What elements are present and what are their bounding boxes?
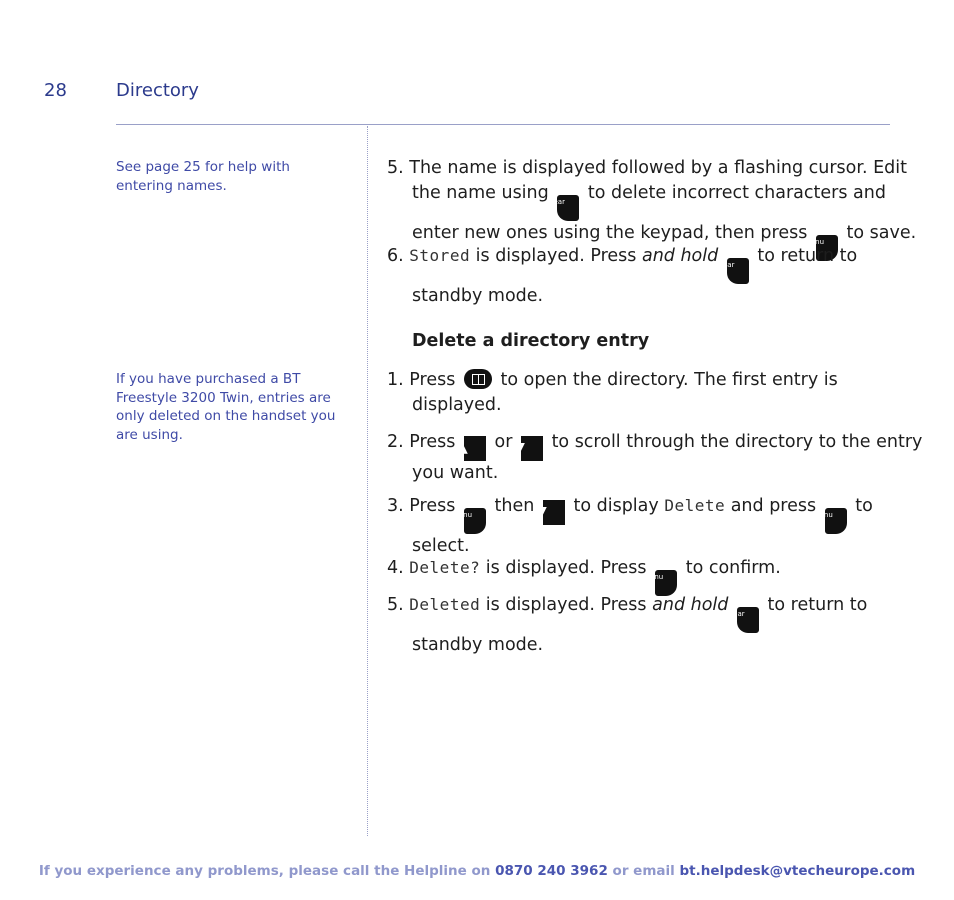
helpline-phone: 0870 240 3962 bbox=[495, 863, 608, 879]
menu-key-icon: Menu bbox=[655, 570, 677, 596]
section-title: Directory bbox=[116, 80, 199, 101]
edit-step-6: 6. Stored is displayed. Press and hold Clear to return to standby mode. bbox=[387, 246, 858, 306]
column-divider bbox=[367, 126, 368, 836]
delete-step-3: 3. Press Menu then ▼ to display Delete and press Menu to select. bbox=[387, 496, 873, 556]
menu-key-icon: Menu bbox=[825, 508, 847, 534]
menu-key-icon: Menu bbox=[464, 508, 486, 534]
delete-step-4: 4. Delete? is displayed. Press Menu to confirm. bbox=[387, 555, 892, 596]
header-rule bbox=[116, 124, 890, 125]
edit-step-5: 5. The name is displayed followed by a flashing cursor. Edit the name using Clear to delete incorrect characters and enter new ones using the keypad, then press Menu to save. bbox=[387, 156, 892, 261]
down-arrow-key-icon: ▼ bbox=[543, 500, 565, 525]
lcd-text-delete: Delete bbox=[664, 496, 726, 515]
subheading-delete-entry: Delete a directory entry bbox=[412, 331, 650, 351]
lcd-text-delete-question: Delete? bbox=[409, 558, 481, 577]
page-number: 28 bbox=[44, 80, 67, 101]
directory-book-icon bbox=[464, 369, 492, 389]
side-note-twin: If you have purchased a BT Freestyle 3200 Twin, entries are only deleted on the handset you are using. bbox=[116, 371, 336, 443]
down-arrow-key-icon: ▼ bbox=[521, 436, 543, 461]
footer-helpline: If you experience any problems, please call the Helpline on 0870 240 3962 or email bt.helpdesk@vtecheurope.com bbox=[38, 863, 916, 879]
delete-step-2: 2. Press ▲ or ▼ to scroll through the directory to the entry you want. bbox=[387, 432, 923, 483]
up-arrow-key-icon: ▲ bbox=[464, 436, 486, 461]
clear-key-icon: Clear bbox=[727, 258, 749, 284]
clear-key-icon: Clear bbox=[557, 195, 579, 221]
lcd-text-stored: Stored bbox=[409, 246, 471, 265]
clear-key-icon: Clear bbox=[737, 607, 759, 633]
delete-step-1: 1. Press to open the directory. The first entry is displayed. bbox=[387, 370, 838, 415]
delete-step-5: 5. Deleted is displayed. Press and hold Clear to return to standby mode. bbox=[387, 595, 868, 655]
menu-key-icon: Menu bbox=[816, 235, 838, 261]
side-note-names: See page 25 for help with entering names. bbox=[116, 159, 290, 194]
helpdesk-email: bt.helpdesk@vtecheurope.com bbox=[679, 863, 916, 879]
lcd-text-deleted: Deleted bbox=[409, 595, 481, 614]
